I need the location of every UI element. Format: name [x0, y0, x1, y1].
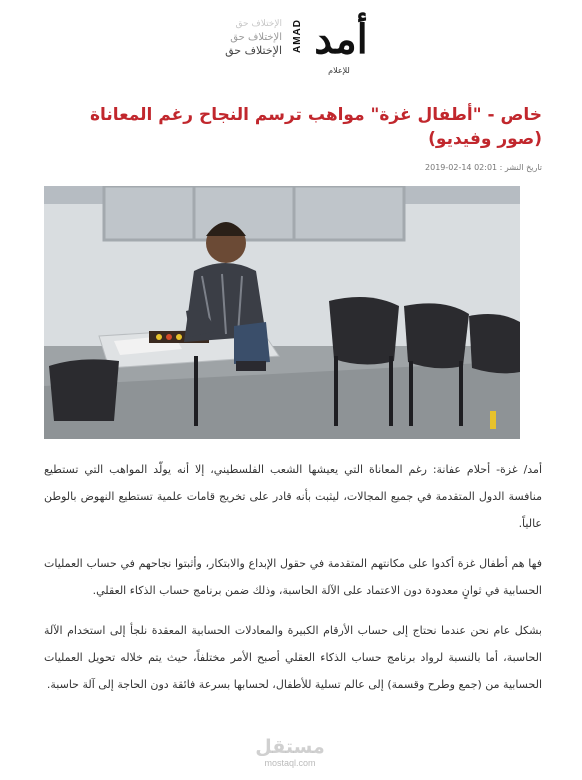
site-watermark: [245, 736, 335, 778]
article-paragraph: بشكل عام نحن عندما نحتاج إلى حساب الأرقام الكبيرة والمعادلات الحسابية المعقدة نلجأ إلى استخدام الآلة الحاسبة، أما بالنسبة لرواد برنامج حساب الذكاء العقلي أصبح الأمر مختلفاً، حيث يتم خلاله تحويل العمليات الحسابية من (جمع وطرح وقسمة) إلى عالم تسلية للأطفال، لحسابها بسرعة فائقة دون الحاجة إلى آلة حاسبة.: [44, 624, 542, 691]
slogan-line: الإختلاف حق: [230, 32, 282, 43]
watermark-url: mostaql.com: [264, 758, 316, 768]
publish-label: تاريخ النشر :: [499, 163, 542, 172]
logo-text: أمد: [314, 16, 368, 63]
publish-date-line: [44, 163, 542, 172]
watermark-text: مستقل: [255, 736, 325, 758]
article-title: خاص - "أطفال غزة" مواهب ترسم النجاح رغم المعاناة (صور وفيديو): [89, 105, 542, 149]
article-body: [44, 456, 542, 698]
slogan-line: الإختلاف حق: [235, 19, 282, 29]
site-logo[interactable]: [200, 14, 380, 90]
article-photo: [44, 186, 520, 439]
slogan-stack: [200, 18, 282, 57]
article-paragraph: أمد/ غزة- أحلام عفانة: رغم المعاناة التي يعيشها الشعب الفلسطيني، إلا أنه يولّد المواهب التي تستطيع منافسة الدول المتقدمة في جميع المجالات، ليثبت بأنه قادر على تخريج قامات علمية تستطيع النهوض بالوطن عالياً.: [44, 463, 542, 530]
publish-date: 2019-02-14 02:01: [425, 163, 498, 172]
logo-latin: AMAD: [292, 19, 303, 53]
article-paragraph: فها هم أطفال غزة أكدوا على مكانتهم المتقدمة في حقول الإبداع والابتكار، وأثبتوا نجاحهم في حساب العمليات الحسابية في ثوانٍ معدودة دون الاعتماد على الآلة الحاسبة، وذلك ضمن برنامج حساب الذكاء العقلي.: [44, 557, 542, 597]
classroom-photo-illustration: [44, 186, 520, 439]
slogan-line: الإختلاف حق: [225, 44, 282, 57]
site-header: [0, 14, 582, 90]
logo-subtitle: للإعلام: [328, 66, 350, 75]
